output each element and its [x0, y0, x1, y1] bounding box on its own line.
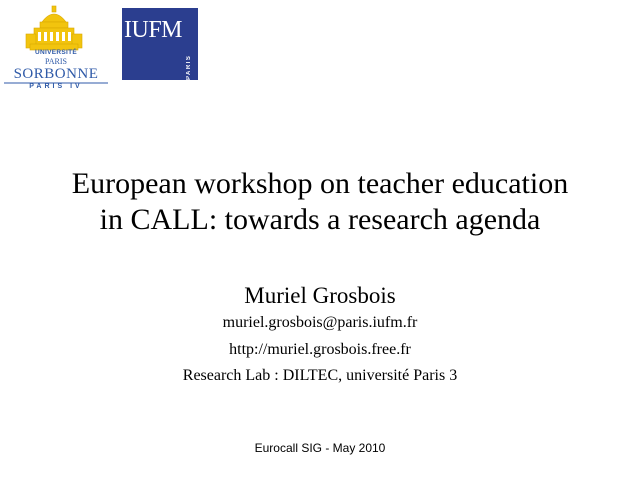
sorbonne-paris-iv-label: PARIS IV [29, 83, 83, 90]
title-line-2: in CALL: towards a research agenda [99, 203, 541, 236]
sorbonne-universite-label: UNIVERSITÉ [34, 49, 77, 56]
research-lab: Research Lab : DILTEC, université Paris 3 [182, 367, 458, 384]
iufm-logo [122, 8, 198, 80]
author-website: http://muriel.grosbois.free.fr [229, 341, 411, 358]
slide-title [0, 166, 640, 238]
author-name: Muriel Grosbois [244, 283, 396, 308]
iufm-city: PARIS [186, 54, 192, 80]
slide-footer: Eurocall SIG - May 2010 [254, 441, 386, 455]
sorbonne-logo [4, 4, 108, 92]
sorbonne-crest-icon [4, 4, 108, 54]
sorbonne-name-label: SORBONNE [13, 66, 99, 82]
author-email: muriel.grosbois@paris.iufm.fr [222, 314, 418, 331]
title-line-1: European workshop on teacher education [71, 167, 569, 200]
sorbonne-paris-label: PARIS [45, 57, 67, 66]
iufm-name: IUFM [124, 17, 183, 43]
